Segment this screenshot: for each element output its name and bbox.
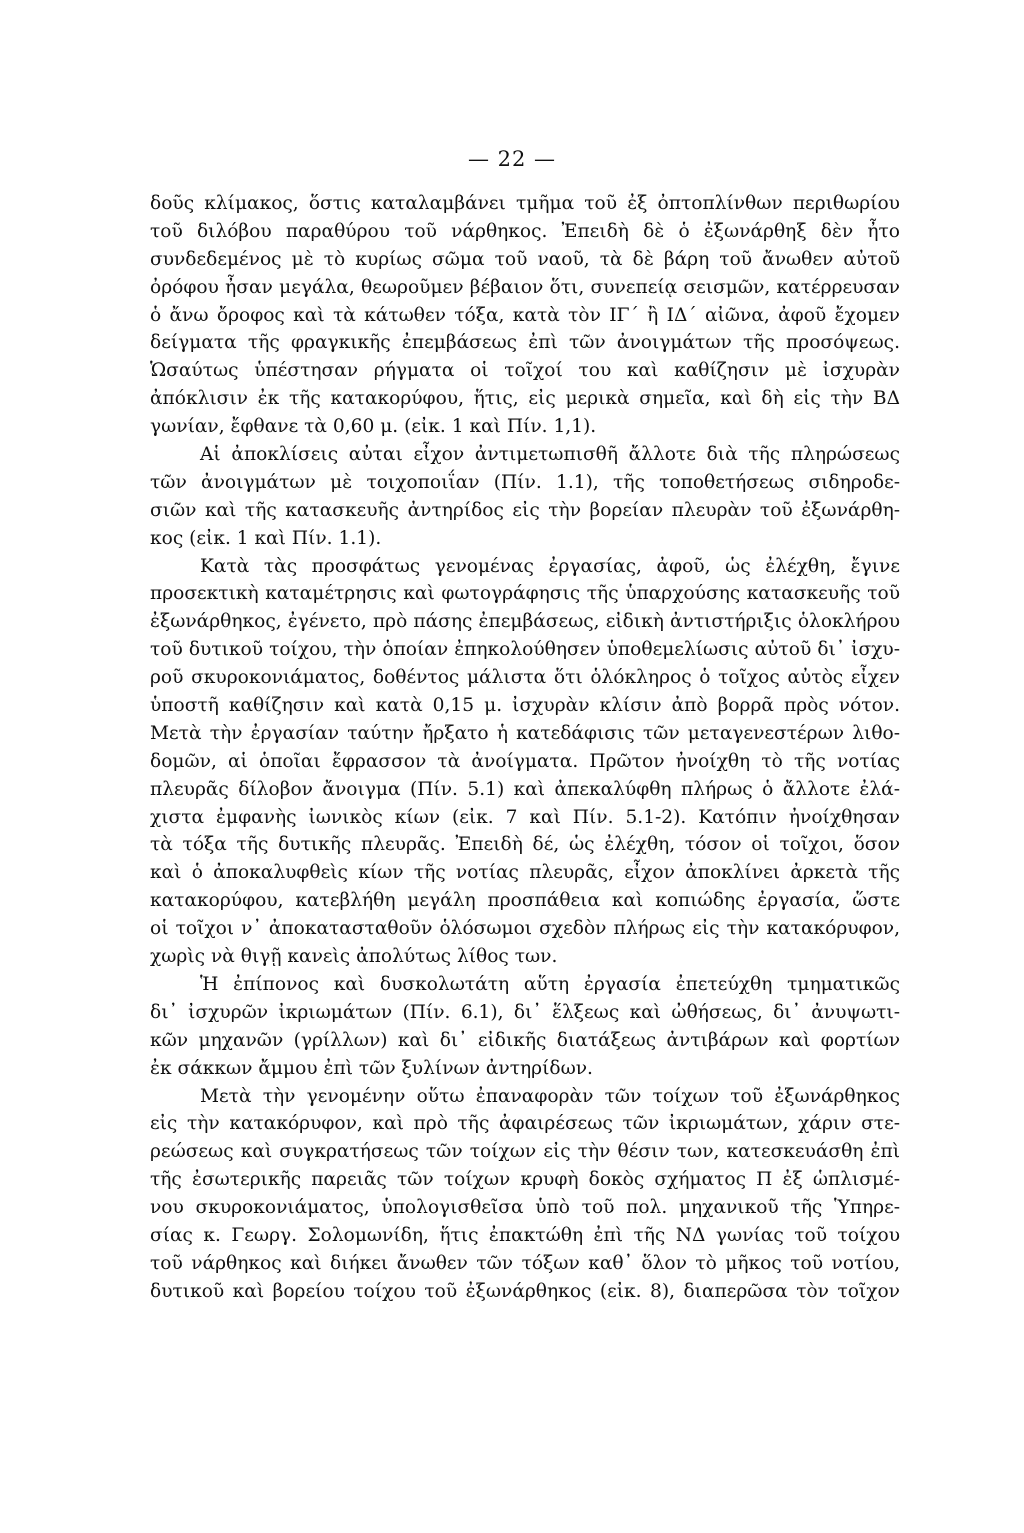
text-line: τῆς ἐσωτερικῆς παρειᾶς τῶν τοίχων κρυφὴ δοκὸς σχήματος Π ἐξ ὡπλισμέ- bbox=[150, 1169, 900, 1191]
text-line: ὁ ἄνω ὄροφος καὶ τὰ κάτωθεν τόξα, κατὰ τὸν ΙΓ΄ ἢ ΙΔ΄ αἰῶνα, ἀφοῦ ἔχομεν bbox=[150, 304, 900, 326]
paragraph-3 bbox=[150, 553, 900, 971]
paragraph-5 bbox=[150, 1083, 900, 1306]
text-line: Κατὰ τὰς προσφάτως γενομένας ἐργασίας, ἀφοῦ, ὡς ἐλέχθη, ἔγινε bbox=[200, 555, 900, 577]
text-line: ὀρόφου ἦσαν μεγάλα, θεωροῦμεν βέβαιον ὅτι, συνεπείᾳ σεισμῶν, κατέρρευσαν bbox=[150, 276, 900, 298]
text-line: κῶν μηχανῶν (γρίλλων) καὶ δι᾿ εἰδικῆς διατάξεως ἀντιβάρων καὶ φορτίων bbox=[150, 1029, 900, 1051]
text-line: τοῦ διλόβου παραθύρου τοῦ νάρθηκος. Ἐπειδὴ δὲ ὁ ἐξωνάρθηξ δὲν ἦτο bbox=[150, 220, 900, 242]
text-line: καὶ ὁ ἀποκαλυφθεὶς κίων τῆς νοτίας πλευρᾶς, εἶχον ἀποκλίνει ἀρκετὰ τῆς bbox=[150, 862, 900, 884]
text-line: Αἱ ἀποκλίσεις αὐται εἶχον ἀντιμετωπισθῆ ἄλλοτε διὰ τῆς πληρώσεως bbox=[200, 444, 900, 466]
text-line: Μετὰ τὴν γενομένην οὕτω ἐπαναφορὰν τῶν τοίχων τοῦ ἐξωνάρθηκος bbox=[200, 1085, 900, 1107]
text-line: τὰ τόξα τῆς δυτικῆς πλευρᾶς. Ἐπειδὴ δέ, ὡς ἐλέχθη, τόσον οἱ τοῖχοι, ὅσον bbox=[150, 834, 900, 856]
text-line: σίας κ. Γεωργ. Σολομωνίδη, ἥτις ἐπακτώθη ἐπὶ τῆς ΝΔ γωνίας τοῦ τοίχου bbox=[150, 1224, 900, 1246]
paragraph-1 bbox=[150, 190, 900, 441]
text-line: νου σκυροκονιάματος, ὑπολογισθεῖσα ὑπὸ τοῦ πολ. μηχανικοῦ τῆς Ὑπηρε- bbox=[150, 1197, 900, 1219]
text-line: πλευρᾶς δίλοβον ἄνοιγμα (Πίν. 5.1) καὶ ἀπεκαλύφθη πλήρως ὁ ἄλλοτε ἐλά- bbox=[150, 778, 900, 800]
text-line: σιῶν καὶ τῆς κατασκευῆς ἀντηρίδος εἰς τὴν βορείαν πλευρὰν τοῦ ἐξωνάρθη- bbox=[150, 499, 900, 521]
text-line: τοῦ νάρθηκος καὶ διήκει ἄνωθεν τῶν τόξων καθ᾿ ὅλον τὸ μῆκος τοῦ νοτίου, bbox=[150, 1252, 900, 1274]
paragraph-4 bbox=[150, 971, 900, 1083]
text-line: ρεώσεως καὶ συγκρατήσεως τῶν τοίχων εἰς τὴν θέσιν των, κατεσκευάσθη ἐπὶ bbox=[150, 1141, 900, 1163]
text-line: δείγματα τῆς φραγκικῆς ἐπεμβάσεως ἐπὶ τῶν ἀνοιγμάτων τῆς προσόψεως. bbox=[150, 332, 900, 354]
text-line: Ἡ ἐπίπονος καὶ δυσκολωτάτη αὕτη ἐργασία ἐπετεύχθη τμηματικῶς bbox=[200, 973, 900, 995]
text-line: δι᾿ ἰσχυρῶν ἰκριωμάτων (Πίν. 6.1), δι᾿ ἕλξεως καὶ ὠθήσεως, δι᾿ ἀνυψωτι- bbox=[150, 1001, 900, 1023]
text-line: συνδεδεμένος μὲ τὸ κυρίως σῶμα τοῦ ναοῦ, τὰ δὲ βάρη τοῦ ἄνωθεν αὐτοῦ bbox=[150, 248, 900, 270]
text-line: τῶν ἀνοιγμάτων μὲ τοιχοποιΐαν (Πίν. 1.1), τῆς τοποθετήσεως σιδηροδε- bbox=[150, 471, 900, 493]
text-line: τοῦ δυτικοῦ τοίχου, τὴν ὁποίαν ἐπηκολούθησεν ὑποθεμελίωσις αὐτοῦ δι᾿ ἰσχυ- bbox=[150, 639, 900, 661]
text-line: ἐξωνάρθηκος, ἐγένετο, πρὸ πάσης ἐπεμβάσεως, εἰδικὴ ἀντιστήριξις ὁλοκλήρου bbox=[150, 611, 900, 633]
text-line: ὑποστῆ καθίζησιν καὶ κατὰ 0,15 μ. ἰσχυρὰν κλίσιν ἀπὸ βορρᾶ πρὸς νότον. bbox=[150, 695, 900, 717]
text-line: οἱ τοῖχοι ν᾿ ἀποκατασταθοῦν ὁλόσωμοι σχεδὸν πλήρως εἰς τὴν κατακόρυφον, bbox=[150, 918, 900, 940]
paragraph-2 bbox=[150, 441, 900, 553]
text-line: κατακορύφου, κατεβλήθη μεγάλη προσπάθεια καὶ κοπιώδης ἐργασία, ὥστε bbox=[150, 890, 900, 912]
text-line: δομῶν, αἱ ὁποῖαι ἔφρασσον τὰ ἀνοίγματα. Πρῶτον ἠνοίχθη τὸ τῆς νοτίας bbox=[150, 750, 900, 772]
text-line: Ὡσαύτως ὑπέστησαν ρήγματα οἱ τοῖχοί του καὶ καθίζησιν μὲ ἰσχυρὰν bbox=[150, 360, 900, 382]
page-body bbox=[150, 190, 900, 1306]
text-line: χωρὶς νὰ θιγῇ κανεὶς ἀπολύτως λίθος των. bbox=[150, 946, 558, 968]
page-number: — 22 — bbox=[467, 147, 557, 171]
text-line: Μετὰ τὴν ἐργασίαν ταύτην ἤρξατο ἡ κατεδάφισις τῶν μεταγενεστέρων λιθο- bbox=[150, 722, 900, 744]
text-line: κος (εἰκ. 1 καὶ Πίν. 1.1). bbox=[150, 527, 382, 549]
text-line: ἐκ σάκκων ἄμμου ἐπὶ τῶν ξυλίνων ἀντηρίδων. bbox=[150, 1057, 593, 1079]
text-line: γωνίαν, ἔφθανε τὰ 0,60 μ. (εἰκ. 1 καὶ Πίν. 1,1). bbox=[150, 416, 597, 438]
text-line: ἀπόκλισιν ἐκ τῆς κατακορύφου, ἥτις, εἰς μερικὰ σημεῖα, καὶ δὴ εἰς τὴν ΒΔ bbox=[150, 388, 900, 410]
text-line: χιστα ἐμφανὴς ἰωνικὸς κίων (εἰκ. 7 καὶ Πίν. 5.1-2). Κατόπιν ἠνοίχθησαν bbox=[150, 806, 900, 828]
text-line: ροῦ σκυροκονιάματος, δοθέντος μάλιστα ὅτι ὁλόκληρος ὁ τοῖχος αὐτὸς εἶχεν bbox=[150, 667, 900, 689]
text-line: εἰς τὴν κατακόρυφον, καὶ πρὸ τῆς ἀφαιρέσεως τῶν ἰκριωμάτων, χάριν στε- bbox=[150, 1113, 900, 1135]
text-line: προσεκτικὴ καταμέτρησις καὶ φωτογράφησις τῆς ὑπαρχούσης κατασκευῆς τοῦ bbox=[150, 583, 900, 605]
text-line: δυτικοῦ καὶ βορείου τοίχου τοῦ ἐξωνάρθηκος (εἰκ. 8), διαπερῶσα τὸν τοῖχον bbox=[150, 1280, 900, 1302]
text-line: δοῦς κλίμακος, ὅστις καταλαμβάνει τμῆμα τοῦ ἐξ ὀπτοπλίνθων περιθωρίου bbox=[150, 193, 900, 214]
